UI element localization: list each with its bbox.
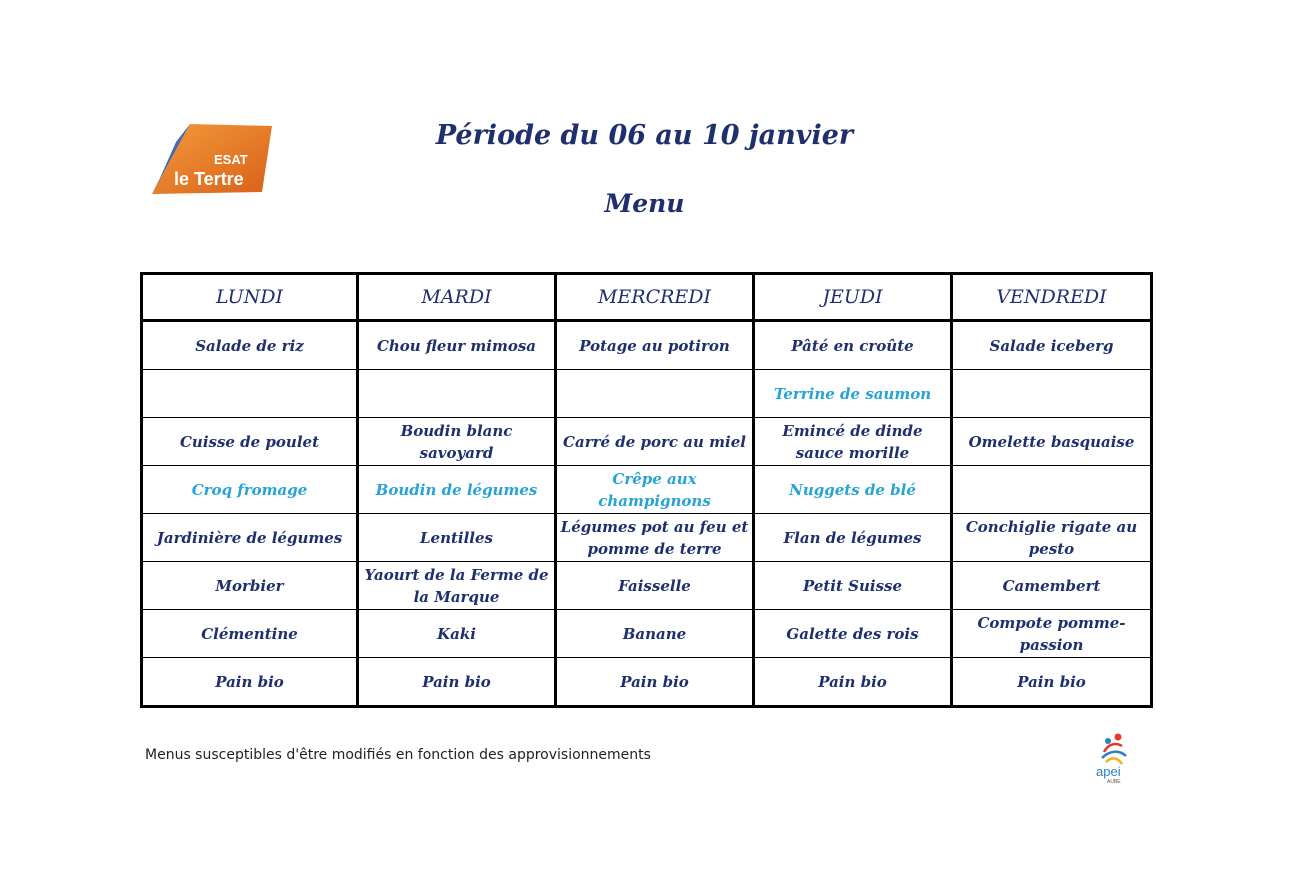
menu-cell	[142, 370, 358, 418]
menu-cell: Compote pomme-passion	[952, 610, 1152, 658]
menu-cell: Carré de porc au miel	[556, 418, 754, 466]
menu-cell: Pâté en croûte	[754, 321, 952, 370]
menu-cell: Camembert	[952, 562, 1152, 610]
menu-cell: Boudin blanc savoyard	[358, 418, 556, 466]
menu-cell: Morbier	[142, 562, 358, 610]
menu-cell: Légumes pot au feu et pomme de terre	[556, 514, 754, 562]
menu-row-dairy	[142, 562, 1152, 610]
page-subtitle: Menu	[604, 189, 685, 218]
menu-row-starter-alternative	[142, 370, 1152, 418]
menu-cell: Yaourt de la Ferme de la Marque	[358, 562, 556, 610]
menu-cell: Kaki	[358, 610, 556, 658]
day-header-row	[142, 274, 1152, 321]
menu-cell: Pain bio	[952, 658, 1152, 707]
menu-row-side	[142, 514, 1152, 562]
menu-row-main	[142, 418, 1152, 466]
menu-cell: Faisselle	[556, 562, 754, 610]
menu-cell: Jardinière de légumes	[142, 514, 358, 562]
menu-cell: Conchiglie rigate au pesto	[952, 514, 1152, 562]
menu-cell	[358, 370, 556, 418]
menu-cell	[952, 466, 1152, 514]
menu-cell	[952, 370, 1152, 418]
menu-cell: Lentilles	[358, 514, 556, 562]
menu-row-dessert	[142, 610, 1152, 658]
menu-row-starter	[142, 321, 1152, 370]
menu-cell: Emincé de dinde sauce morille	[754, 418, 952, 466]
menu-cell: Chou fleur mimosa	[358, 321, 556, 370]
menu-cell: Croq fromage	[142, 466, 358, 514]
menu-cell: Pain bio	[358, 658, 556, 707]
menu-cell: Crêpe aux champignons	[556, 466, 754, 514]
day-header-friday: VENDREDI	[952, 274, 1152, 321]
apei-logo-subtext: AUBE	[1107, 779, 1121, 784]
menu-cell: Cuisse de poulet	[142, 418, 358, 466]
menu-cell: Terrine de saumon	[754, 370, 952, 418]
page-title: Période du 06 au 10 janvier	[435, 120, 854, 151]
menu-cell: Omelette basquaise	[952, 418, 1152, 466]
menu-cell: Boudin de légumes	[358, 466, 556, 514]
weekly-menu-table	[140, 272, 1153, 708]
menu-cell: Petit Suisse	[754, 562, 952, 610]
menu-cell: Salade de riz	[142, 321, 358, 370]
menu-cell: Pain bio	[556, 658, 754, 707]
menu-cell: Pain bio	[754, 658, 952, 707]
logo-line-1: ESAT	[214, 152, 248, 167]
day-header-thursday: JEUDI	[754, 274, 952, 321]
day-header-monday: LUNDI	[142, 274, 358, 321]
apei-logo-text: apei	[1096, 764, 1121, 779]
menu-cell: Pain bio	[142, 658, 358, 707]
footer-note: Menus susceptibles d'être modifiés en fonction des approvisionnements	[145, 747, 651, 763]
apei-logo	[1092, 732, 1138, 784]
menu-cell: Banane	[556, 610, 754, 658]
menu-row-bread	[142, 658, 1152, 707]
menu-cell: Salade iceberg	[952, 321, 1152, 370]
menu-row-main-alternative	[142, 466, 1152, 514]
menu-cell	[556, 370, 754, 418]
logo-line-2: le Tertre	[174, 169, 244, 189]
day-header-tuesday: MARDI	[358, 274, 556, 321]
day-header-wednesday: MERCREDI	[556, 274, 754, 321]
menu-cell: Flan de légumes	[754, 514, 952, 562]
menu-cell: Nuggets de blé	[754, 466, 952, 514]
menu-cell: Clémentine	[142, 610, 358, 658]
menu-cell: Potage au potiron	[556, 321, 754, 370]
menu-cell: Galette des rois	[754, 610, 952, 658]
